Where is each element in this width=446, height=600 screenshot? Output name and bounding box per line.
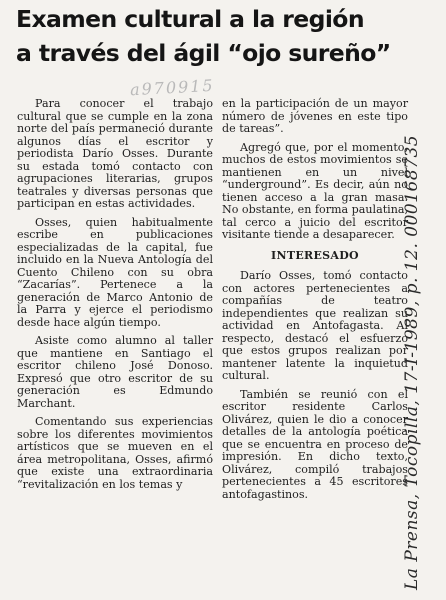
paragraph: Asiste como alumno al taller que mantiene en Santiago el escritor chileno José Donoso. Expresó que otro escritor de su generación es Edmundo Marchant. [17, 334, 213, 410]
paragraph: Darío Osses, tomó contacto con actores pertenecientes a compañías de teatro independientes que realizan su actividad en Antofagasta. Al respecto, destacó el esfuerzo que estos grupos realizan por mantener latente la inquietud cultural. [222, 269, 408, 382]
paragraph: Osses, quien habitualmente escribe en publicaciones especializadas de la capital, fue incluido en la Nueva Antología del Cuento Chileno con su obra “Zacarías”. Pertenece a la generación de Marco Antonio de la Parra y ejerce el periodismo desde hace algún tiempo. [17, 215, 213, 329]
paragraph: en la participación de un mayor número de jóvenes en este tipo de tareas”. [222, 97, 408, 135]
handwritten-catalog-mark: a970915 [129, 75, 216, 100]
paragraph: Comentando sus experiencias sobre los diferentes movimientos artísticos que se mueven en el área metropolitana, Osses, afirmó que existe una extraordinaria “revitalización en los temas y [17, 415, 213, 491]
paragraph: Para conocer el trabajo cultural que se cumple en la zona norte del país permaneció durante algunos días el escritor y periodista Darío Osses. Durante su estada tomó contacto con agrupaciones literarias, grupos teatrales y diversas personas que participan en estas actividades. [17, 97, 213, 210]
column-left [17, 98, 213, 497]
section-subhead: INTERESADO [271, 248, 359, 262]
headline-line-1: Examen cultural a la región [16, 5, 364, 33]
headline [16, 2, 396, 70]
paragraph: También se reunió con el escritor residente Carlos Olivárez, quien le dio a conocer detalles de la antología poética que se encuentra en proceso de impresión. En dicho texto, Olivárez, compiló trabajos pertenecientes a 45 escritores antofagastinos. [222, 387, 408, 501]
column-right [222, 98, 408, 507]
headline-line-2: a través del ágil “ojo sureño” [16, 39, 391, 67]
handwritten-source-note: La Prensa, Tocopilla, 17-I-1989, p. 12. 000168735 [402, 134, 422, 590]
paragraph: Agregó que, por el momento, muchos de estos movimientos se mantienen en un nivel “underground”. Es decir, aún no tienen acceso a la gran masa. No obstante, en forma paulatina, tal cerco a juicio del escritor visitante tiende a desaparecer. [222, 140, 408, 241]
